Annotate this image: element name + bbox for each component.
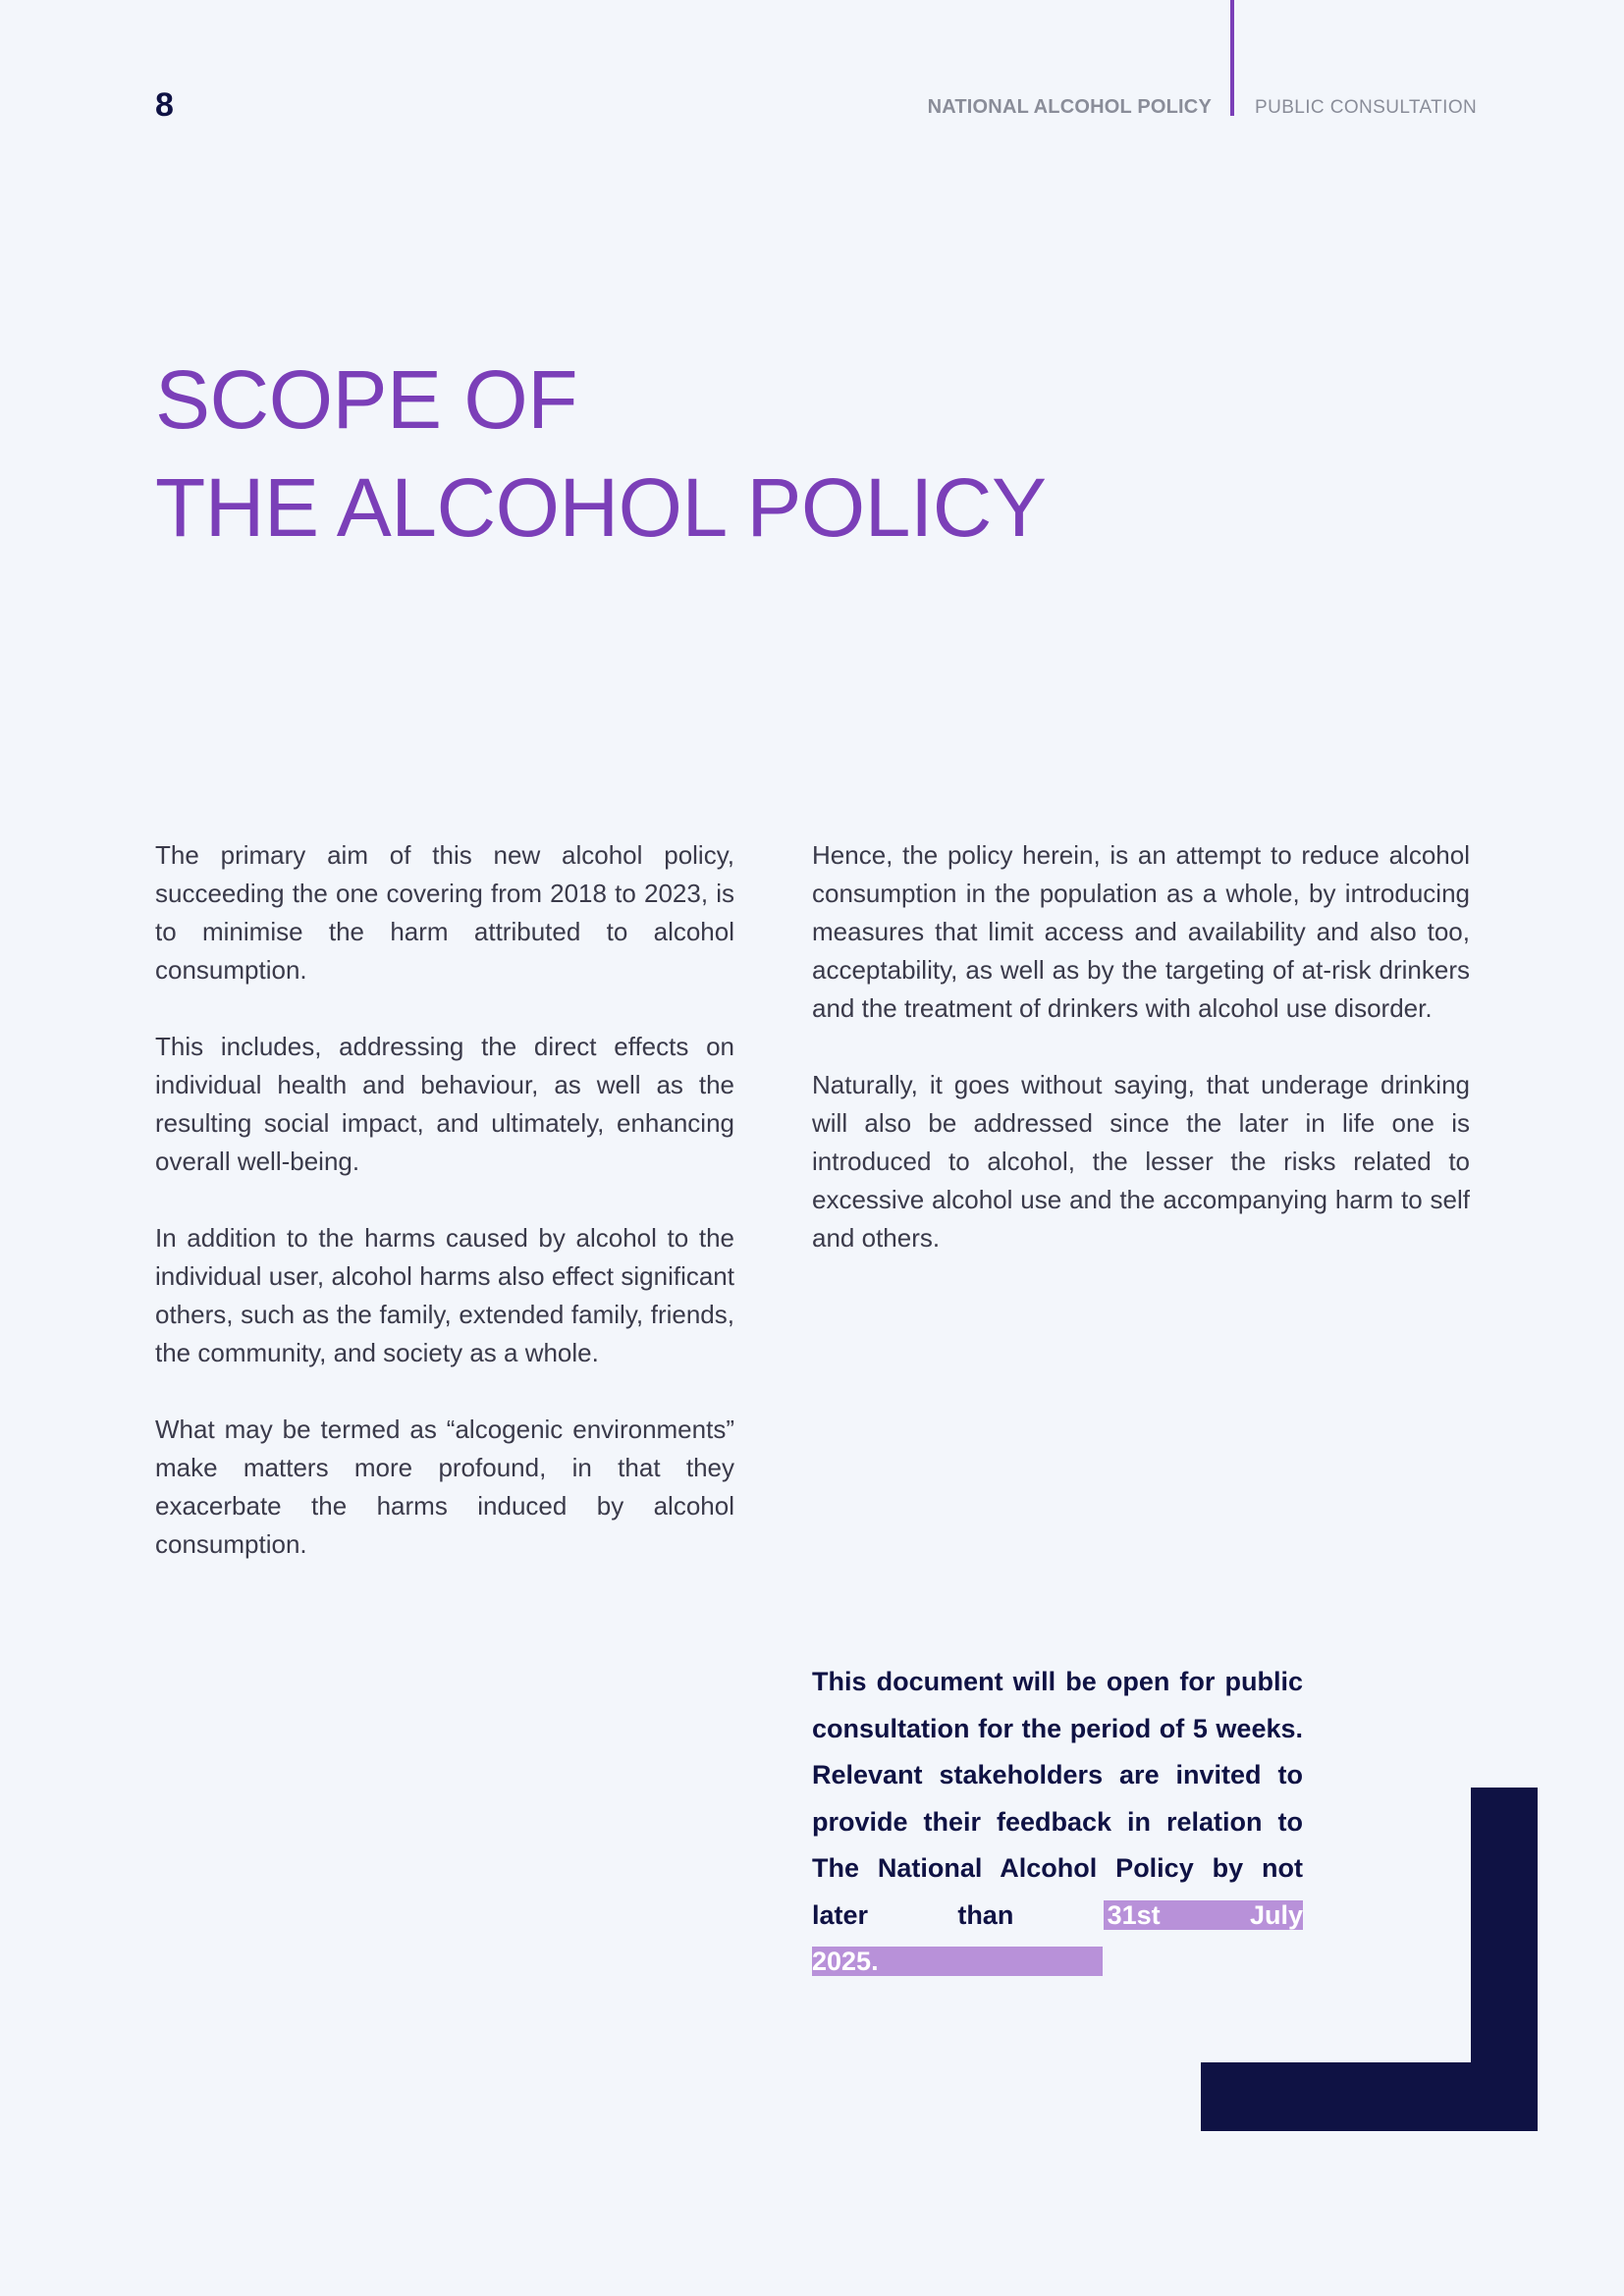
header-document-title: NATIONAL ALCOHOL POLICY: [927, 96, 1212, 118]
left-column: [155, 836, 734, 1602]
consultation-deadline: 31st July 2025.: [812, 1899, 1303, 1976]
paragraph: The primary aim of this new alcohol policy, succeeding the one covering from 2018 to 2023, is to minimise the harm attributed to alcohol consumption.: [155, 840, 734, 985]
page-title-line-2: THE ALCOHOL POLICY: [155, 461, 1047, 554]
paragraph: Naturally, it goes without saying, that underage drinking will also be addressed since the later in life one is introduced to alcohol, the lesser the risks related to excessive alcohol use and the accompanying harm to self and others.: [812, 1070, 1470, 1253]
page-number: 8: [155, 86, 174, 124]
paragraph: This includes, addressing the direct effects on individual health and behaviour, as well as the resulting social impact, and ultimately, enhancing overall well-being.: [155, 1032, 734, 1176]
corner-bracket-horizontal: [1201, 2062, 1538, 2131]
paragraph: In addition to the harms caused by alcohol to the individual user, alcohol harms also effect significant others, such as the family, extended family, friends, the community, and society as a whole.: [155, 1223, 734, 1367]
consultation-notice: [812, 1659, 1303, 1986]
header-divider: [1230, 0, 1234, 116]
consultation-notice-text: This document will be open for public consultation for the period of 5 weeks. Relevant stakeholders are invited to provide their feedback in relation to The National Alcohol Policy by not later than: [812, 1667, 1303, 1930]
page-title: [155, 346, 1047, 561]
right-column: [812, 836, 1470, 1296]
header-section-label: PUBLIC CONSULTATION: [1255, 97, 1478, 118]
paragraph: What may be termed as “alcogenic environments” make matters more profound, in that they exacerbate the harms induced by alcohol consumption.: [155, 1415, 734, 1559]
paragraph: Hence, the policy herein, is an attempt to reduce alcohol consumption in the population as a whole, by introducing measures that limit access and availability and also too, acceptability, as well as by the targeting of at-risk drinkers and the treatment of drinkers with alcohol use disorder.: [812, 840, 1470, 1023]
page-title-line-1: SCOPE OF: [155, 353, 578, 446]
